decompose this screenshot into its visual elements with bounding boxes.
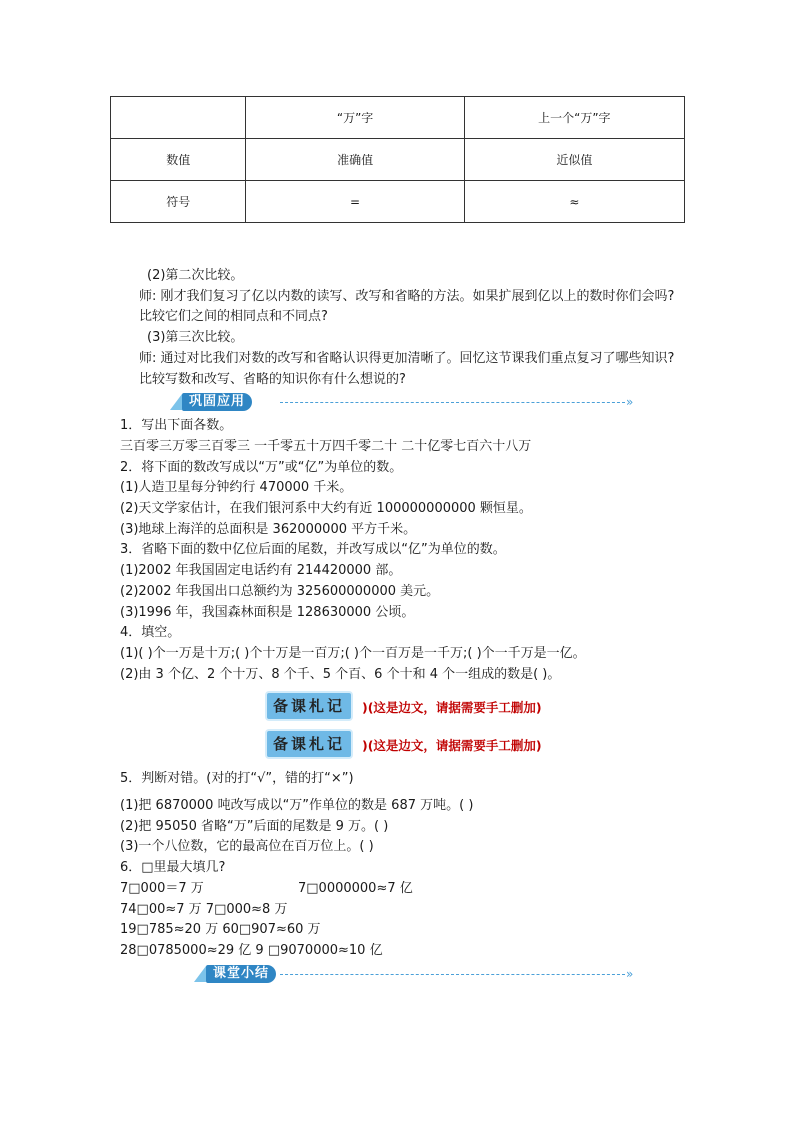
question: 4．填空。	[120, 625, 181, 641]
comparison-table	[110, 96, 685, 223]
question: 3．省略下面的数中亿位后面的尾数，并改写成以“亿”为单位的数。	[120, 542, 506, 558]
note-text: )(这是边文，请据需要手工删加)	[362, 738, 542, 754]
question-item: 19□785≈20 万 60□907≈60 万	[120, 922, 321, 938]
section-banner-summary	[120, 964, 680, 984]
double-arrow-icon: »	[626, 966, 634, 981]
question-item: (2)2002 年我国出口总额约为 325600000000 美元。	[120, 583, 440, 599]
question-item	[120, 879, 680, 900]
question-item: (1)( )个一万是十万;( )个十万是一百万;( )个一百万是一千万;( )个一千万是一亿。	[120, 645, 586, 661]
question: 1．写出下面各数。	[120, 418, 233, 434]
table-row	[111, 97, 685, 139]
table-row	[111, 181, 685, 223]
question-item: (2)天文学家估计，在我们银河系中大约有近 100000000000 颗恒星。	[120, 501, 532, 517]
table-cell: ≈	[464, 181, 684, 223]
table-cell: 符号	[111, 181, 246, 223]
section-banner-consolidation	[120, 392, 680, 412]
fill-item: 7□000＝7 万	[120, 880, 204, 896]
table-row	[111, 139, 685, 181]
leaf-icon	[194, 966, 206, 982]
question-item: (1)人造卫星每分钟约行 470000 千米。	[120, 480, 353, 496]
question-item: (2)由 3 个亿、2 个十万、8 个千、5 个百、6 个十和 4 个一组成的数是( )。	[120, 666, 561, 682]
question: 2．将下面的数改写成以“万”或“亿”为单位的数。	[120, 459, 403, 475]
lesson-content	[120, 266, 680, 988]
banner-label: 课堂小结	[206, 965, 276, 983]
paragraph: 师: 通过对比我们对数的改写和省略认识得更加清晰了。回忆这节课我们重点复习了哪些知识?比较写数和改写、省略的知识你有什么想说的?	[139, 350, 675, 387]
question-item: (3)1996 年，我国森林面积是 128630000 公顷。	[120, 604, 415, 620]
lesson-note	[120, 727, 680, 761]
paragraph: (3)第三次比较。	[147, 330, 244, 346]
question-item: (3)地球上海洋的总面积是 362000000 平方千米。	[120, 521, 417, 537]
paragraph: 师: 刚才我们复习了亿以内数的读写、改写和省略的方法。如果扩展到亿以上的数时你们会吗?比较它们之间的相同点和不同点?	[139, 288, 675, 325]
divider	[280, 402, 625, 403]
table-cell: 数值	[111, 139, 246, 181]
question-item: 28□0785000≈29 亿 9 □9070000≈10 亿	[120, 942, 383, 958]
note-text: )(这是边文，请据需要手工删加)	[362, 700, 542, 716]
table-header-cell: 上一个“万”字	[464, 97, 684, 139]
question-item: (2)把 95050 省略“万”后面的尾数是 9 万。( )	[120, 818, 389, 834]
note-label: 备课札记	[265, 729, 353, 759]
question-item: (1)把 6870000 吨改写成以“万”作单位的数是 687 万吨。( )	[120, 798, 474, 814]
double-arrow-icon: »	[626, 395, 634, 410]
table-cell: 准确值	[246, 139, 464, 181]
question-item: (3)一个八位数，它的最高位在百万位上。( )	[120, 839, 374, 855]
table-cell: =	[246, 181, 464, 223]
table-cell	[111, 97, 246, 139]
table-cell: 近似值	[464, 139, 684, 181]
note-label: 备课札记	[265, 691, 353, 721]
lesson-note	[120, 689, 680, 723]
question-item: (1)2002 年我国固定电话约有 214420000 部。	[120, 563, 402, 579]
table-header-cell: “万”字	[246, 97, 464, 139]
leaf-icon	[170, 394, 182, 410]
fill-item: 7□0000000≈7 亿	[298, 880, 413, 896]
question-item: 74□00≈7 万 7□000≈8 万	[120, 901, 288, 917]
paragraph: (2)第二次比较。	[147, 268, 244, 283]
banner-label: 巩固应用	[182, 393, 252, 411]
question-item: 三百零三万零三百零三 一千零五十万四千零二十 二十亿零七百六十八万	[120, 438, 532, 454]
question: 6．□里最大填几?	[120, 860, 226, 876]
divider	[280, 974, 625, 975]
question: 5．判断对错。(对的打“√”，错的打“×”)	[120, 771, 354, 787]
